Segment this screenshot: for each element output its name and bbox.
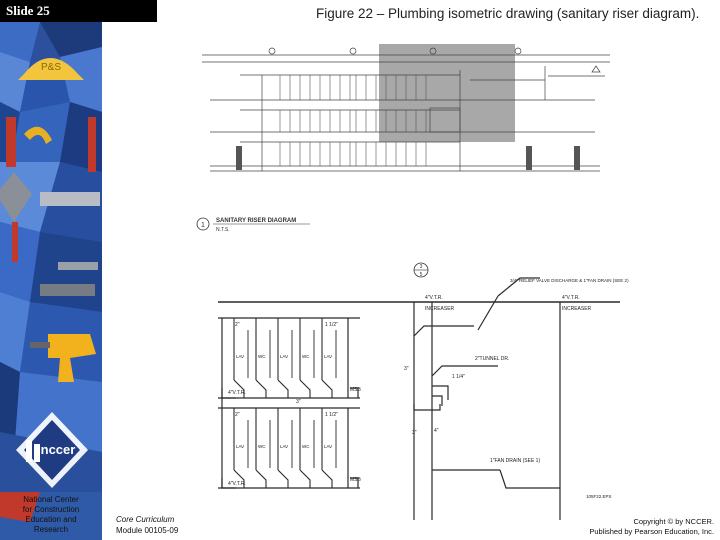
pipe-size-label: 2"	[235, 412, 240, 418]
fixture-stack	[278, 318, 292, 398]
org-line: National Center	[23, 495, 79, 504]
tunnel-drain-label: 2"TUNNEL DR.	[475, 356, 510, 362]
fixture-stack	[300, 318, 314, 398]
scale-label: N.T.S.	[216, 227, 230, 233]
fixture-label: WC	[258, 354, 266, 359]
pipe-size-label: 3"	[412, 430, 417, 436]
fixture-label: LAV	[280, 444, 289, 449]
increaser-label-left: INCREASER	[425, 306, 455, 312]
fixture-stack	[322, 318, 336, 398]
fixture-stack	[300, 408, 314, 488]
svg-text:P&S: P&S	[40, 62, 62, 73]
pipe-size-label: 1 1/2"	[325, 412, 338, 418]
pipe-size-label: 3"	[296, 399, 301, 405]
fixture-stack	[256, 408, 270, 488]
fixture-label: LAV	[280, 354, 289, 359]
vtr-label-left: 4"V.T.R.	[425, 295, 443, 301]
relief-valve-note: 3/4" RELIEF VALVE DISCHARGE & 1"FAN DRAIN (SEE 2)	[510, 278, 629, 283]
fan-drain-label: 1"FAN DRAIN (SEE 1)	[490, 458, 541, 464]
fixture-group	[234, 318, 336, 488]
highlight-region	[379, 44, 515, 142]
org-line: Education and	[25, 515, 77, 524]
curriculum-info	[116, 514, 178, 536]
diagram-title-label: SANITARY RISER DIAGRAM	[216, 218, 297, 224]
fixture-label: WC	[302, 354, 310, 359]
fixture-stack	[234, 408, 248, 488]
vtr-label-right: 4"V.T.R.	[562, 295, 580, 301]
fixture-stack	[322, 408, 336, 488]
publisher-line: Published by Pearson Education, Inc.	[589, 527, 714, 536]
detail-labels	[228, 278, 629, 499]
file-reference: 105F22.EPS	[586, 494, 612, 499]
detail-ref-top: 3	[419, 264, 423, 270]
pipe-size-label: 1 1/4"	[452, 374, 465, 380]
increaser-label-right: INCREASER	[562, 306, 592, 312]
module-number: Module 00105-09	[116, 526, 179, 535]
slide-title: Figure 22 – Plumbing isometric drawing (sanitary riser diagram).	[316, 6, 700, 21]
fixture-label: LAV	[324, 354, 333, 359]
pipe-size-label: 4"	[434, 428, 439, 434]
copyright-notice	[589, 517, 714, 537]
curriculum-name: Core Curriculum	[116, 515, 175, 524]
msb-label: MSB	[350, 387, 361, 393]
detail-ref-bottom: 5	[419, 272, 423, 278]
fixture-stack	[234, 318, 248, 398]
riser-detail	[218, 278, 620, 520]
vtr-small-label: 4"V.T.R.	[228, 390, 246, 396]
fixture-label: WC	[258, 444, 266, 449]
fixture-stack	[256, 318, 270, 398]
slide-number-badge: Slide 25	[0, 0, 157, 22]
msb-label: MSB	[350, 477, 361, 483]
org-line: Research	[33, 525, 69, 534]
diagram-number: 1	[201, 222, 205, 229]
diagram-title-callout	[197, 218, 310, 233]
fixture-label: LAV	[236, 444, 245, 449]
nccer-logo-text: nccer	[40, 442, 76, 457]
pipe-size-label: 1 1/2"	[325, 322, 338, 328]
pipe-size-label: 2"	[235, 322, 240, 328]
vtr-small-label: 4"V.T.R.	[228, 481, 246, 487]
fixture-label: LAV	[324, 444, 333, 449]
fixture-label: LAV	[236, 354, 245, 359]
pipe-size-label: 3"	[404, 366, 409, 372]
fixture-label: WC	[302, 444, 310, 449]
copyright-line: Copyright © by NCCER.	[633, 517, 714, 526]
fixture-stack	[278, 408, 292, 488]
org-line: for Construction	[22, 505, 80, 514]
detail-reference-bubble	[414, 263, 428, 278]
